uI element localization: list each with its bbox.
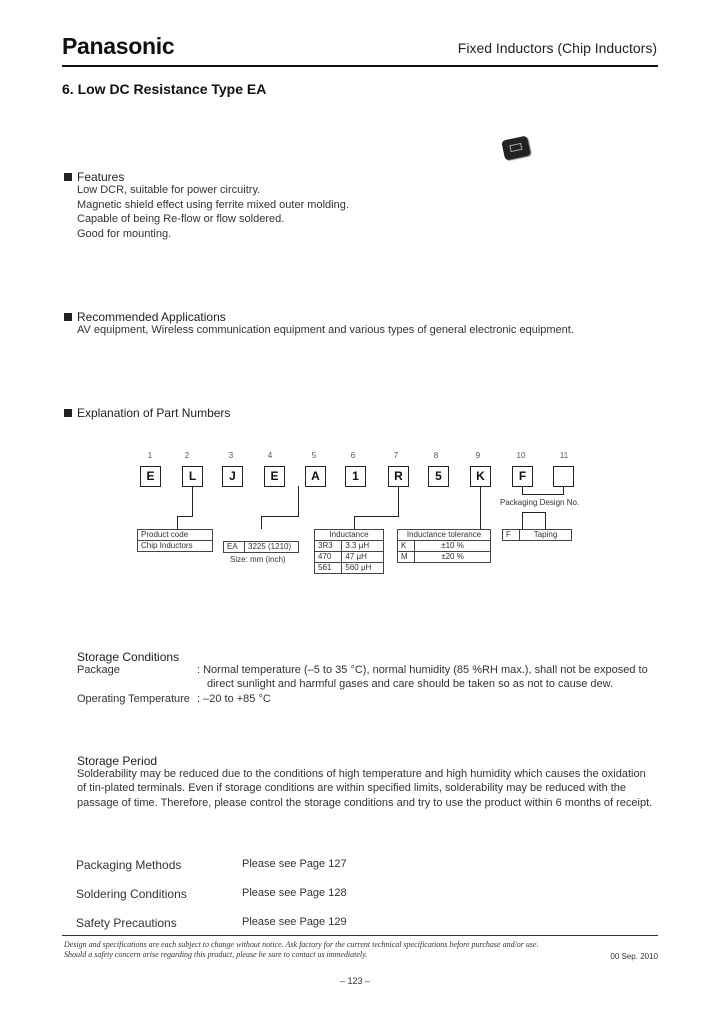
packaging-value: Taping	[520, 530, 572, 541]
applications-heading-text: Recommended Applications	[77, 310, 226, 324]
connector-line	[522, 512, 523, 529]
tolerance-code: K	[398, 541, 415, 552]
operating-temp-value: : –20 to +85 °C	[197, 693, 271, 705]
connector-line	[177, 516, 178, 529]
soldering-conditions-ref[interactable]: Please see Page 128	[242, 887, 347, 899]
inductance-code: 561	[315, 563, 342, 574]
part-char-box: K	[470, 466, 491, 487]
packaging-methods-ref[interactable]: Please see Page 127	[242, 858, 347, 870]
package-label: Package	[77, 664, 120, 676]
storage-period-line: passage of time. Therefore, please control the storage conditions and try to use the product within 6 months of receipt.	[77, 797, 653, 809]
inductance-value: 47 μH	[342, 552, 384, 563]
position-number: 9	[475, 451, 481, 460]
safety-precautions-ref[interactable]: Please see Page 129	[242, 916, 347, 928]
connector-line	[261, 516, 299, 517]
footer-disclaimer-line2: Should a safety concern arise regarding this product, please be sure to contact us immediately.	[64, 950, 368, 959]
tolerance-code: M	[398, 552, 415, 563]
position-number: 10	[516, 451, 526, 460]
part-char-box	[553, 466, 574, 487]
part-char-box: 1	[345, 466, 366, 487]
storage-period-line: Solderability may be reduced due to the conditions of high temperature and high humidity which causes the oxidation	[77, 768, 646, 780]
position-number: 3	[228, 451, 234, 460]
product-code-table	[137, 529, 213, 552]
soldering-conditions-label: Soldering Conditions	[76, 887, 187, 901]
part-char-box: A	[305, 466, 326, 487]
packaging-table	[502, 529, 572, 541]
connector-line	[522, 512, 546, 513]
tolerance-value: ±20 %	[415, 552, 491, 563]
tolerance-value: ±10 %	[415, 541, 491, 552]
part-char-box: R	[388, 466, 409, 487]
inductance-value: 3.3 μH	[342, 541, 384, 552]
connector-line	[398, 486, 399, 516]
bullet-square-icon	[64, 313, 72, 321]
features-heading	[64, 170, 124, 184]
packaging-design-label: Packaging Design No.	[500, 498, 580, 507]
footer-disclaimer-line1: Design and specifications are each subject to change without notice. Ask factory for the current technical specifications before purchase and/or use.	[64, 940, 539, 949]
safety-precautions-label: Safety Precautions	[76, 916, 177, 930]
part-char-box: E	[140, 466, 161, 487]
tolerance-header: Inductance tolerance	[398, 530, 491, 541]
part-char-box: J	[222, 466, 243, 487]
chip-inductor-image	[501, 136, 531, 161]
position-number: 11	[559, 451, 569, 460]
type-table	[223, 541, 299, 553]
part-char-box: L	[182, 466, 203, 487]
connector-line	[177, 516, 193, 517]
page-title: 6. Low DC Resistance Type EA	[62, 81, 267, 97]
connector-line	[480, 486, 481, 529]
storage-period-line: of tin-plated terminals. Even if storage conditions are within specified limits, solderability may be reduced with the	[77, 782, 627, 794]
feature-item: Capable of being Re-flow or flow soldered.	[77, 213, 285, 225]
position-number: 4	[267, 451, 273, 460]
inductance-code: 3R3	[315, 541, 342, 552]
position-number: 5	[311, 451, 317, 460]
connector-line	[354, 516, 399, 517]
connector-line	[522, 486, 523, 494]
operating-temp-label: Operating Temperature	[77, 693, 190, 705]
bullet-square-icon	[64, 409, 72, 417]
packaging-code: F	[503, 530, 520, 541]
position-number: 7	[393, 451, 399, 460]
connector-line	[522, 494, 564, 495]
footer-divider	[62, 935, 658, 936]
connector-line	[545, 512, 546, 529]
connector-line	[261, 516, 262, 529]
position-number: 2	[184, 451, 190, 460]
applications-heading	[64, 310, 226, 324]
product-code-header: Product code	[138, 530, 213, 541]
position-number: 8	[433, 451, 439, 460]
features-heading-text: Features	[77, 170, 125, 184]
header-divider	[62, 65, 658, 67]
part-numbers-heading	[64, 406, 230, 420]
connector-line	[192, 486, 193, 516]
feature-item: Low DCR, suitable for power circuitry.	[77, 184, 261, 196]
storage-conditions-heading: Storage Conditions	[77, 650, 180, 664]
inductance-table	[314, 529, 384, 574]
size-note: Size: mm (inch)	[230, 555, 286, 564]
type-code: EA	[224, 542, 245, 553]
part-char-box: 5	[428, 466, 449, 487]
product-code-value: Chip Inductors	[138, 541, 213, 552]
part-char-box: F	[512, 466, 533, 487]
part-numbers-heading-text: Explanation of Part Numbers	[77, 406, 231, 420]
connector-line	[298, 486, 299, 516]
position-number: 6	[350, 451, 356, 460]
page-number: – 123 –	[340, 976, 371, 986]
bullet-square-icon	[64, 173, 72, 181]
position-number: 1	[147, 451, 153, 460]
footer-date: 00 Sep. 2010	[610, 952, 658, 961]
inductance-code: 470	[315, 552, 342, 563]
package-text-line1: : Normal temperature (–5 to 35 °C), normal humidity (85 %RH max.), shall not be exposed to	[197, 664, 648, 676]
category-title: Fixed Inductors (Chip Inductors)	[457, 40, 657, 56]
feature-item: Magnetic shield effect using ferrite mixed outer molding.	[77, 199, 349, 211]
storage-period-heading: Storage Period	[77, 754, 158, 768]
package-text-line2: direct sunlight and harmful gases and care should be taken so as not to cause dew.	[207, 678, 614, 690]
connector-line	[563, 486, 564, 494]
inductance-header: Inductance	[315, 530, 384, 541]
packaging-methods-label: Packaging Methods	[76, 858, 182, 872]
feature-item: Good for mounting.	[77, 228, 172, 240]
type-size: 3225 (1210)	[245, 542, 299, 553]
applications-text: AV equipment, Wireless communication equipment and various types of general electronic equipment.	[77, 324, 574, 336]
connector-line	[354, 516, 355, 529]
brand-logo: Panasonic	[62, 33, 175, 59]
part-char-box: E	[264, 466, 285, 487]
inductance-value: 560 μH	[342, 563, 384, 574]
tolerance-table	[397, 529, 491, 563]
